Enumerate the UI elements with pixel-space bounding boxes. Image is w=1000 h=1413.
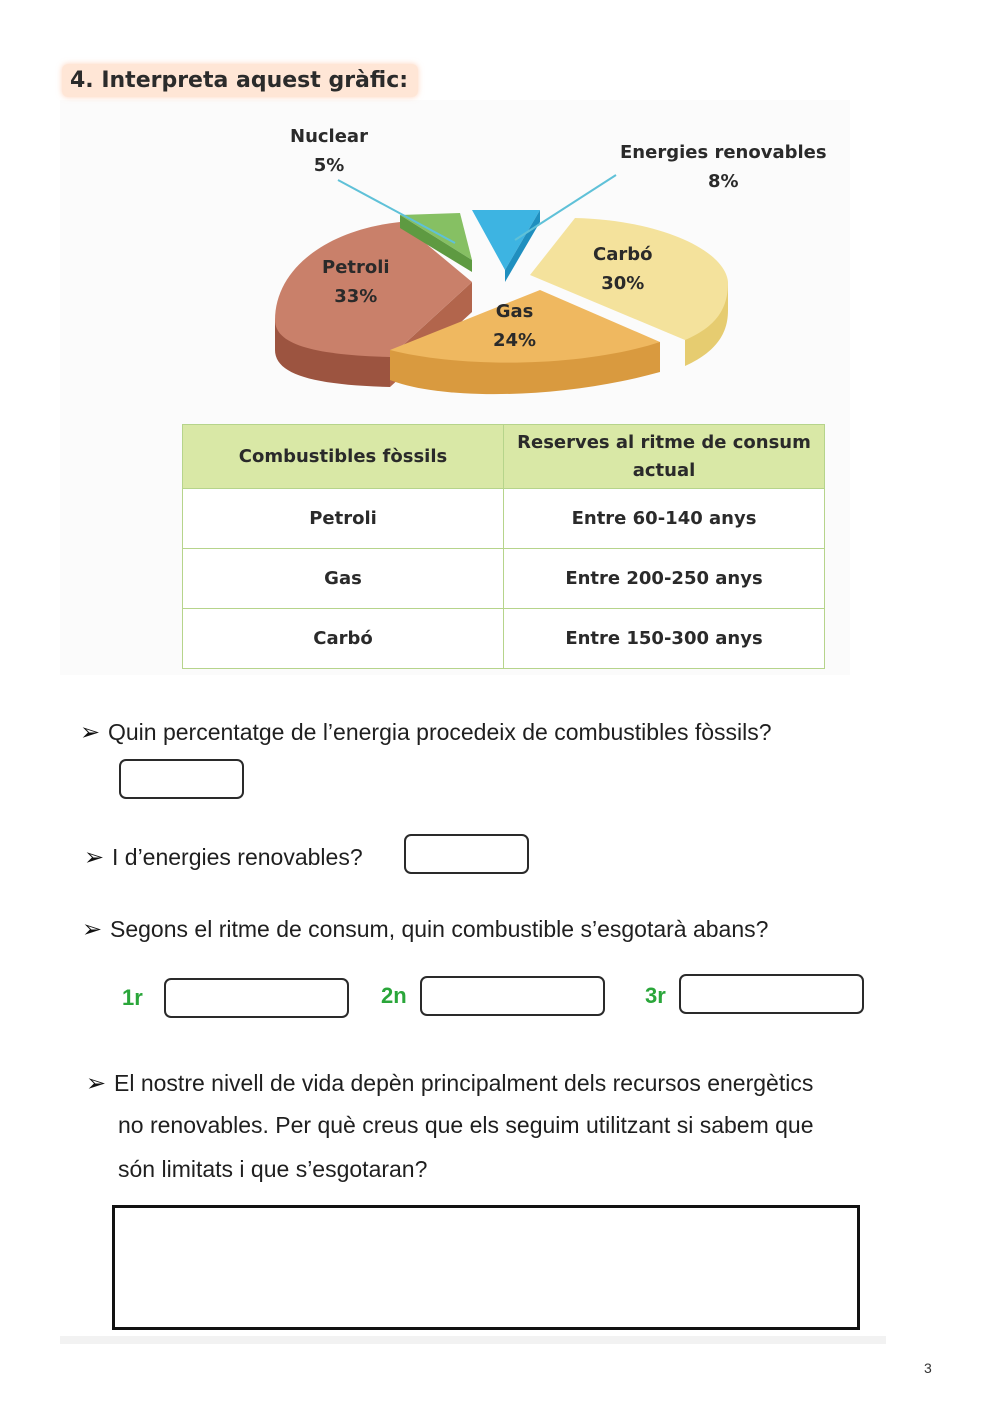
- label-petroli-name: Petroli: [322, 257, 390, 278]
- question-4-line-1: El nostre nivell de vida depèn principalment dels recursos energètics: [114, 1070, 814, 1096]
- table-row: [183, 489, 825, 549]
- arrow-bullet-icon: ➢: [86, 1070, 107, 1097]
- answer-rank-2-input[interactable]: [420, 976, 605, 1016]
- question-3: [82, 908, 768, 951]
- label-renovables: [620, 138, 827, 196]
- label-petroli: [322, 253, 390, 311]
- label-carbo-name: Carbó: [593, 244, 653, 265]
- table-row: [183, 549, 825, 609]
- question-2-text: I d’energies renovables?: [112, 844, 363, 870]
- table-cell-fuel: Petroli: [183, 489, 504, 549]
- rank-label-2: 2n: [381, 983, 407, 1008]
- question-4: [86, 1062, 813, 1105]
- arrow-bullet-icon: ➢: [82, 916, 103, 943]
- pie-chart: [60, 100, 850, 420]
- label-nuclear-value: 5%: [313, 155, 345, 176]
- question-4-line-3: són limitats i que s’esgotaran?: [118, 1156, 428, 1182]
- answer-fossil-percent-input[interactable]: [119, 759, 244, 799]
- table-header-fuel: Combustibles fòssils: [183, 425, 504, 489]
- table-header-row: [183, 425, 825, 489]
- page-shadow-divider: [60, 1336, 886, 1344]
- rank-label-3: 3r: [645, 983, 666, 1008]
- question-1: [80, 711, 772, 754]
- label-renovables-value: 8%: [708, 171, 739, 192]
- answer-rank-3-input[interactable]: [679, 974, 864, 1014]
- label-carbo: [593, 240, 652, 298]
- table-cell-reserves: Entre 200-250 anys: [504, 549, 825, 609]
- question-1-text: Quin percentatge de l’energia procedeix de combustibles fòssils?: [108, 719, 772, 745]
- label-gas-value: 24%: [493, 330, 537, 351]
- label-gas: [493, 297, 536, 355]
- rank-label-1: 1r: [122, 985, 143, 1010]
- table-cell-fuel: Carbó: [183, 609, 504, 669]
- slice-renovables: [472, 210, 540, 282]
- arrow-bullet-icon: ➢: [84, 844, 105, 871]
- label-nuclear: [290, 122, 368, 180]
- exercise-heading: 4. Interpreta aquest gràfic:: [62, 64, 418, 97]
- question-4-line-2: no renovables. Per què creus que els seguim utilitzant si sabem que: [118, 1112, 814, 1138]
- label-renovables-name: Energies renovables: [620, 142, 827, 163]
- arrow-bullet-icon: ➢: [80, 719, 101, 746]
- answer-rank-1-input[interactable]: [164, 978, 349, 1018]
- table-cell-reserves: Entre 60-140 anys: [504, 489, 825, 549]
- table-cell-fuel: Gas: [183, 549, 504, 609]
- label-carbo-value: 30%: [601, 273, 645, 294]
- label-petroli-value: 33%: [334, 286, 378, 307]
- question-2: [84, 836, 363, 879]
- answer-open-textarea[interactable]: [112, 1205, 860, 1330]
- table-cell-reserves: Entre 150-300 anys: [504, 609, 825, 669]
- table-row: [183, 609, 825, 669]
- table-header-reserves: Reserves al ritme de consum actual: [504, 425, 825, 489]
- reserves-table: [182, 424, 825, 669]
- question-3-text: Segons el ritme de consum, quin combustible s’esgotarà abans?: [110, 916, 769, 942]
- label-gas-name: Gas: [495, 301, 534, 322]
- answer-renewable-percent-input[interactable]: [404, 834, 529, 874]
- page-number: 3: [924, 1360, 932, 1376]
- label-nuclear-name: Nuclear: [290, 126, 368, 147]
